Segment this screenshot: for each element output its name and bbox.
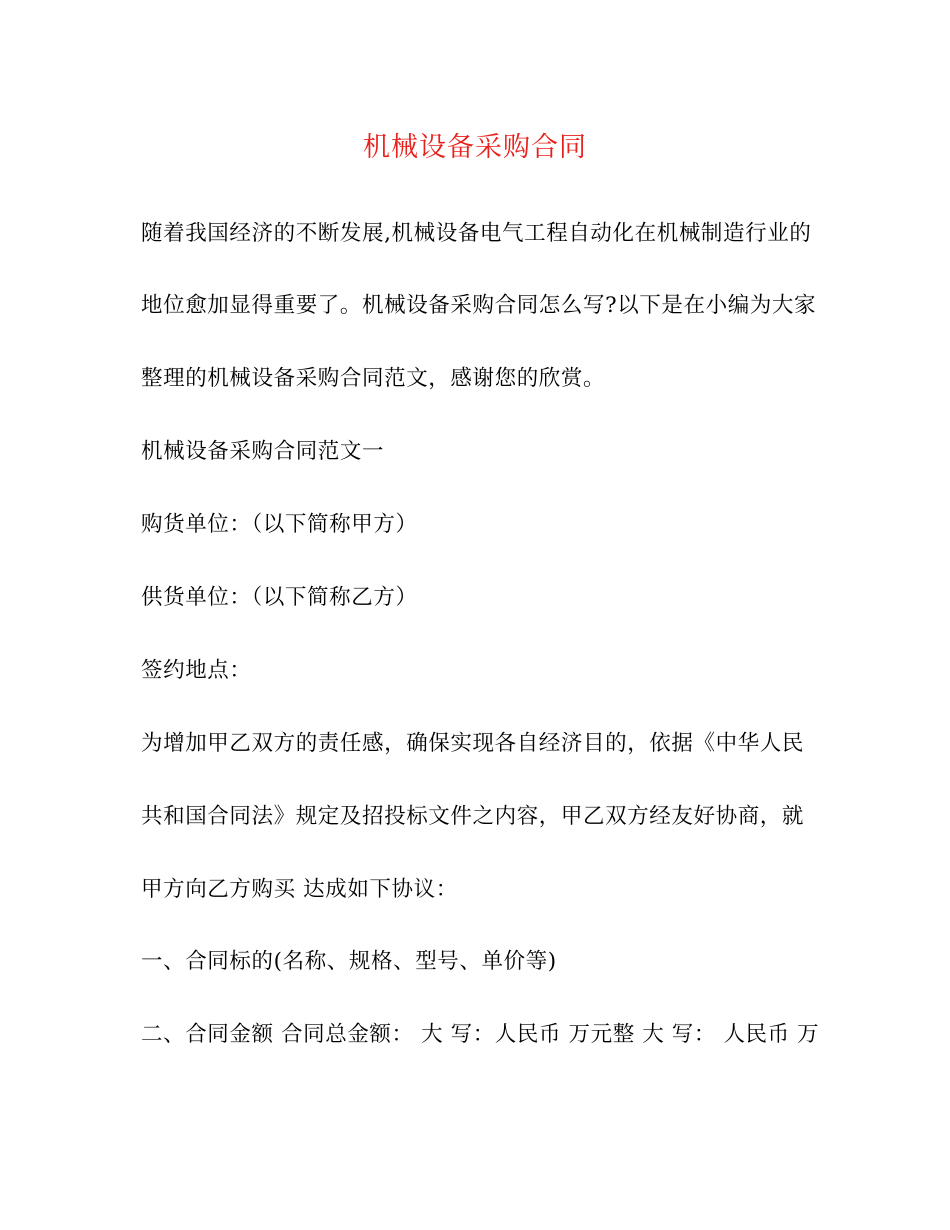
text-line-3: 整理的机械设备采购合同范文，感谢您的欣赏。 [141,366,606,391]
text-line-10: 甲方向乙方购买 达成如下协议： [141,877,458,902]
buyer-line: 购货单位：（以下简称甲方） [141,512,418,537]
clause-1: 一、合同标的(名称、规格、型号、单价等) [141,949,557,974]
text-line-8: 为增加甲乙双方的责任感，确保实现各自经济目的，依据《中华人民 [141,731,805,756]
clause-2: 二、合同金额 合同总金额： 大 写：人民币 万元整 大 写： 人民币 万 [141,1022,820,1047]
document-title: 机械设备采购合同 [363,132,587,163]
text-line-1: 随着我国经济的不断发展,机械设备电气工程自动化在机械制造行业的 [141,221,812,246]
text-line-2: 地位愈加显得重要了。机械设备采购合同怎么写?以下是在小编为大家 [141,293,817,318]
section-heading-1: 机械设备采购合同范文一 [141,439,385,464]
signing-place-line: 签约地点： [141,658,252,683]
supplier-line: 供货单位：（以下简称乙方） [141,585,418,610]
text-line-9: 共和国合同法》规定及招投标文件之内容，甲乙双方经友好协商，就 [141,804,805,829]
